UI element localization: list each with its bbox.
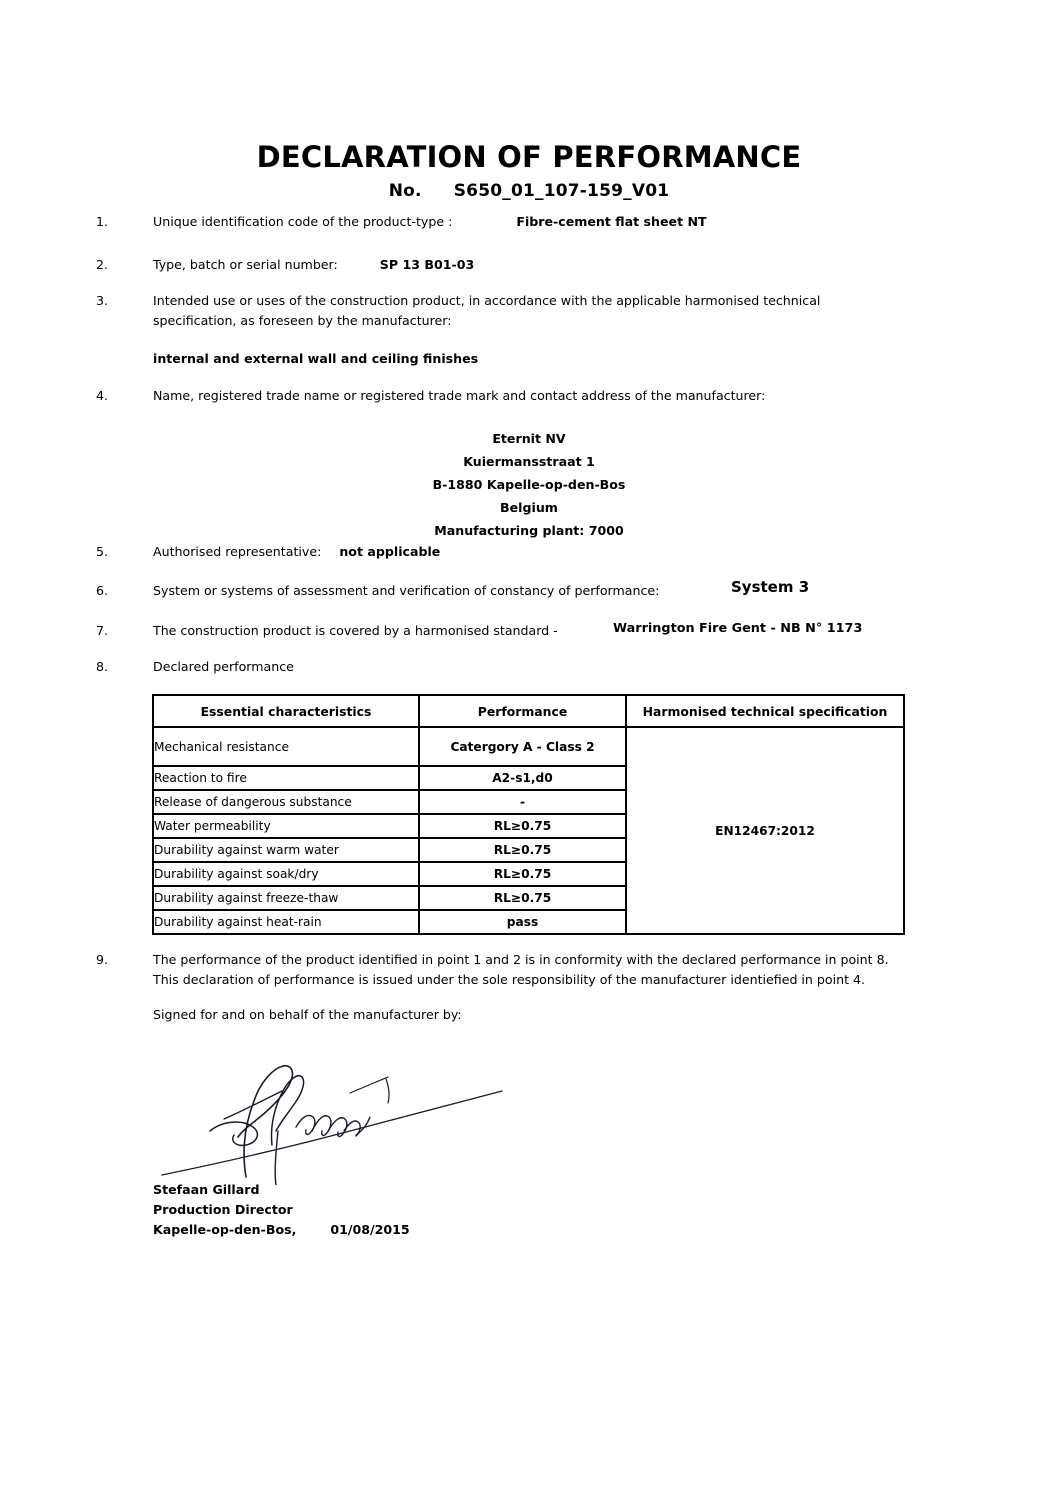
signed-by-statement xyxy=(96,1005,976,1025)
signature-place: Kapelle-op-den-Bos, xyxy=(153,1221,297,1237)
table-cell-characteristic: Durability against freeze-thaw xyxy=(153,886,419,910)
table-header-specification: Harmonised technical specification xyxy=(626,695,904,727)
table-cell-performance: RL≥0.75 xyxy=(419,814,626,838)
clause-7-label: The construction product is covered by a harmonised standard - xyxy=(153,623,558,638)
clause-1-label: Unique identification code of the product-type : xyxy=(153,214,453,229)
clause-9-line-1: The performance of the product identified in point 1 and 2 is in conformity with the declared performance in point 8. xyxy=(153,952,889,967)
document-number-value: S650_01_107-159_V01 xyxy=(453,180,670,201)
clause-3-number: 3. xyxy=(96,293,109,308)
clause-5-value: not applicable xyxy=(339,544,441,559)
signature-details xyxy=(153,1180,410,1240)
table-row xyxy=(153,727,904,766)
document-number xyxy=(0,181,1058,201)
clause-3-body xyxy=(153,291,976,332)
table-cell-performance: A2-s1,d0 xyxy=(419,766,626,790)
clause-7-number: 7. xyxy=(96,623,109,638)
table-cell-performance: Catergory A - Class 2 xyxy=(419,727,626,766)
clause-7-value: Warrington Fire Gent - NB N° 1173 xyxy=(613,621,863,636)
clause-2 xyxy=(96,255,976,275)
declared-performance-table xyxy=(152,694,905,935)
manufacturer-country: Belgium xyxy=(500,499,558,515)
clause-8-label: Declared performance xyxy=(153,659,294,674)
handwritten-signature-icon xyxy=(150,1035,580,1185)
clause-6 xyxy=(96,581,976,601)
table-cell-performance: RL≥0.75 xyxy=(419,886,626,910)
clause-1-number: 1. xyxy=(96,214,109,229)
table-cell-performance: RL≥0.75 xyxy=(419,838,626,862)
clause-2-body xyxy=(153,255,976,275)
manufacturer-plant: Manufacturing plant: 7000 xyxy=(434,522,624,538)
clause-5-number: 5. xyxy=(96,544,109,559)
clause-1-body xyxy=(153,212,976,232)
table-cell-performance: - xyxy=(419,790,626,814)
table-cell-characteristic: Mechanical resistance xyxy=(153,727,419,766)
clause-3-value: internal and external wall and ceiling finishes xyxy=(153,351,479,366)
signatory-role: Production Director xyxy=(153,1201,293,1217)
clause-5-body xyxy=(153,542,976,562)
table-cell-characteristic: Water permeability xyxy=(153,814,419,838)
clause-1 xyxy=(96,212,976,232)
document-number-label: No. xyxy=(388,180,422,201)
signature-image xyxy=(150,1035,580,1185)
document-header xyxy=(0,142,1058,201)
clause-6-value: System 3 xyxy=(731,578,810,596)
clause-6-label: System or systems of assessment and verification of constancy of performance: xyxy=(153,583,660,598)
clause-9-number: 9. xyxy=(96,952,109,967)
signature-date: 01/08/2015 xyxy=(330,1221,410,1237)
table-cell-characteristic: Durability against warm water xyxy=(153,838,419,862)
clause-9-body xyxy=(153,950,976,991)
table-cell-characteristic: Durability against soak/dry xyxy=(153,862,419,886)
page-title: DECLARATION OF PERFORMANCE xyxy=(256,140,802,174)
table-cell-specification: EN12467:2012 xyxy=(626,727,904,934)
signature-place-date xyxy=(153,1220,410,1240)
clause-2-value: SP 13 B01-03 xyxy=(379,257,475,272)
clause-9-line-2: This declaration of performance is issued under the sole responsibility of the manufacturer identiefied in point 4. xyxy=(153,972,866,988)
signatory-name: Stefaan Gillard xyxy=(153,1182,260,1197)
table-cell-characteristic: Durability against heat-rain xyxy=(153,910,419,934)
table-header-performance: Performance xyxy=(419,695,626,727)
manufacturer-city: B-1880 Kapelle-op-den-Bos xyxy=(432,476,626,492)
table-cell-characteristic: Release of dangerous substance xyxy=(153,790,419,814)
clause-3-line-2: specification, as foreseen by the manufacturer: xyxy=(153,313,452,329)
clause-2-number: 2. xyxy=(96,257,109,272)
manufacturer-street: Kuiermansstraat 1 xyxy=(463,453,595,469)
table-header-characteristics: Essential characteristics xyxy=(153,695,419,727)
clause-9 xyxy=(96,950,976,991)
clause-4 xyxy=(96,386,976,406)
clause-2-label: Type, batch or serial number: xyxy=(153,257,338,272)
table-cell-characteristic: Reaction to fire xyxy=(153,766,419,790)
clause-5-label: Authorised representative: xyxy=(153,544,322,559)
signed-by-label: Signed for and on behalf of the manufacturer by: xyxy=(153,1007,462,1022)
table-cell-performance: RL≥0.75 xyxy=(419,862,626,886)
clause-8 xyxy=(96,657,976,677)
clause-5 xyxy=(96,542,976,562)
manufacturer-name: Eternit NV xyxy=(492,431,566,446)
table-cell-performance: pass xyxy=(419,910,626,934)
clause-4-label: Name, registered trade name or registered trade mark and contact address of the manufacturer: xyxy=(153,388,766,403)
clause-6-number: 6. xyxy=(96,583,109,598)
clause-4-number: 4. xyxy=(96,388,109,403)
clause-1-value: Fibre-cement flat sheet NT xyxy=(516,214,707,229)
clause-3-line-1: Intended use or uses of the construction product, in accordance with the applicable harmonised technical xyxy=(153,293,821,308)
table-body xyxy=(153,727,904,934)
clause-3 xyxy=(96,291,976,332)
clause-8-number: 8. xyxy=(96,659,109,674)
table-header-row xyxy=(153,695,904,727)
manufacturer-address xyxy=(0,428,1058,543)
